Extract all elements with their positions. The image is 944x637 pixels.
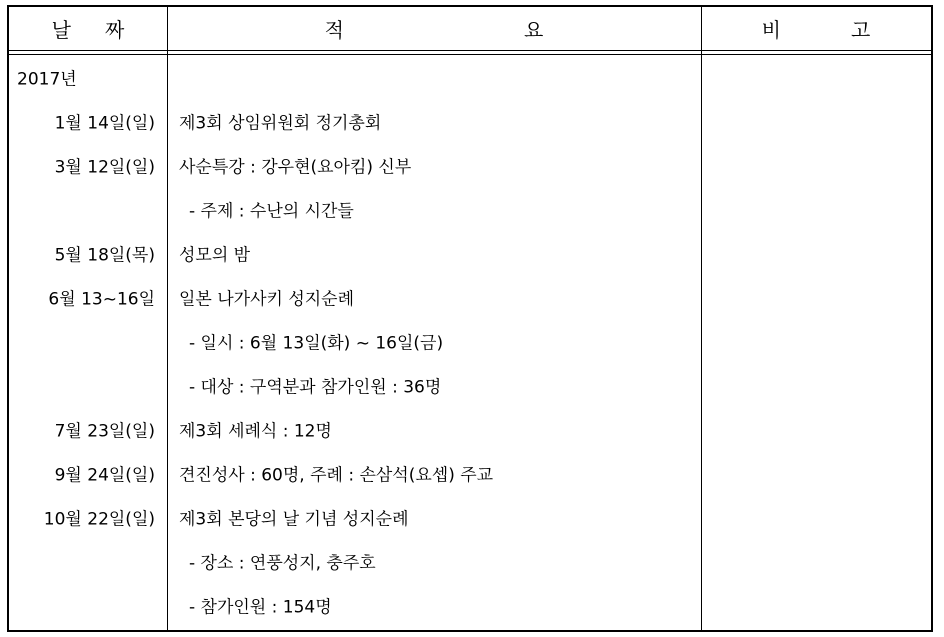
header-note-char-2: 고	[851, 18, 871, 42]
row-summary: 제3회 상임위원회 정기총회	[179, 113, 382, 134]
table-row	[9, 319, 931, 363]
header-summary-char-1: 적	[324, 18, 344, 42]
row-summary: 제3회 본당의 날 기념 성지순례	[179, 509, 409, 530]
header-note	[701, 7, 931, 50]
row-summary: - 참가인원 : 154명	[189, 597, 332, 618]
row-date: 10월 22일(일)	[43, 509, 155, 530]
row-summary: 견진성사 : 60명, 주례 : 손삼석(요셉) 주교	[179, 465, 494, 486]
table-row	[9, 451, 931, 495]
table-row	[9, 407, 931, 451]
header-date-char-1: 날	[51, 18, 71, 42]
table-row	[9, 539, 931, 583]
year-row	[9, 55, 931, 99]
row-summary: - 대상 : 구역분과 참가인원 : 36명	[189, 377, 442, 398]
row-summary: - 일시 : 6월 13일(화) ~ 16일(금)	[189, 333, 444, 354]
header-date-char-2: 짜	[105, 18, 125, 42]
table-row	[9, 495, 931, 539]
table-row	[9, 363, 931, 407]
table-row	[9, 143, 931, 187]
row-date: 5월 18일(목)	[54, 245, 155, 266]
row-summary: 제3회 세례식 : 12명	[179, 421, 332, 442]
header-note-char-1: 비	[761, 18, 781, 42]
row-date: 7월 23일(일)	[54, 421, 155, 442]
table-row	[9, 583, 931, 627]
row-date: 3월 12일(일)	[54, 157, 155, 178]
header-date	[9, 7, 167, 50]
header-summary-char-2: 요	[524, 18, 544, 42]
row-summary: - 장소 : 연풍성지, 충주호	[189, 553, 376, 574]
row-summary: 일본 나가사키 성지순례	[179, 289, 355, 310]
table-row	[9, 275, 931, 319]
table-row	[9, 187, 931, 231]
row-date: 6월 13~16일	[48, 289, 155, 310]
schedule-table	[7, 5, 933, 632]
row-summary: 사순특강 : 강우현(요아킴) 신부	[179, 157, 412, 178]
row-date: 1월 14일(일)	[54, 113, 155, 134]
table-row	[9, 99, 931, 143]
year-label: 2017년	[17, 69, 77, 90]
row-date: 9월 24일(일)	[54, 465, 155, 486]
row-summary: 성모의 밤	[179, 245, 251, 266]
header-summary	[167, 7, 701, 50]
table-row	[9, 231, 931, 275]
row-summary: - 주제 : 수난의 시간들	[189, 201, 354, 222]
header-divider	[9, 50, 931, 51]
